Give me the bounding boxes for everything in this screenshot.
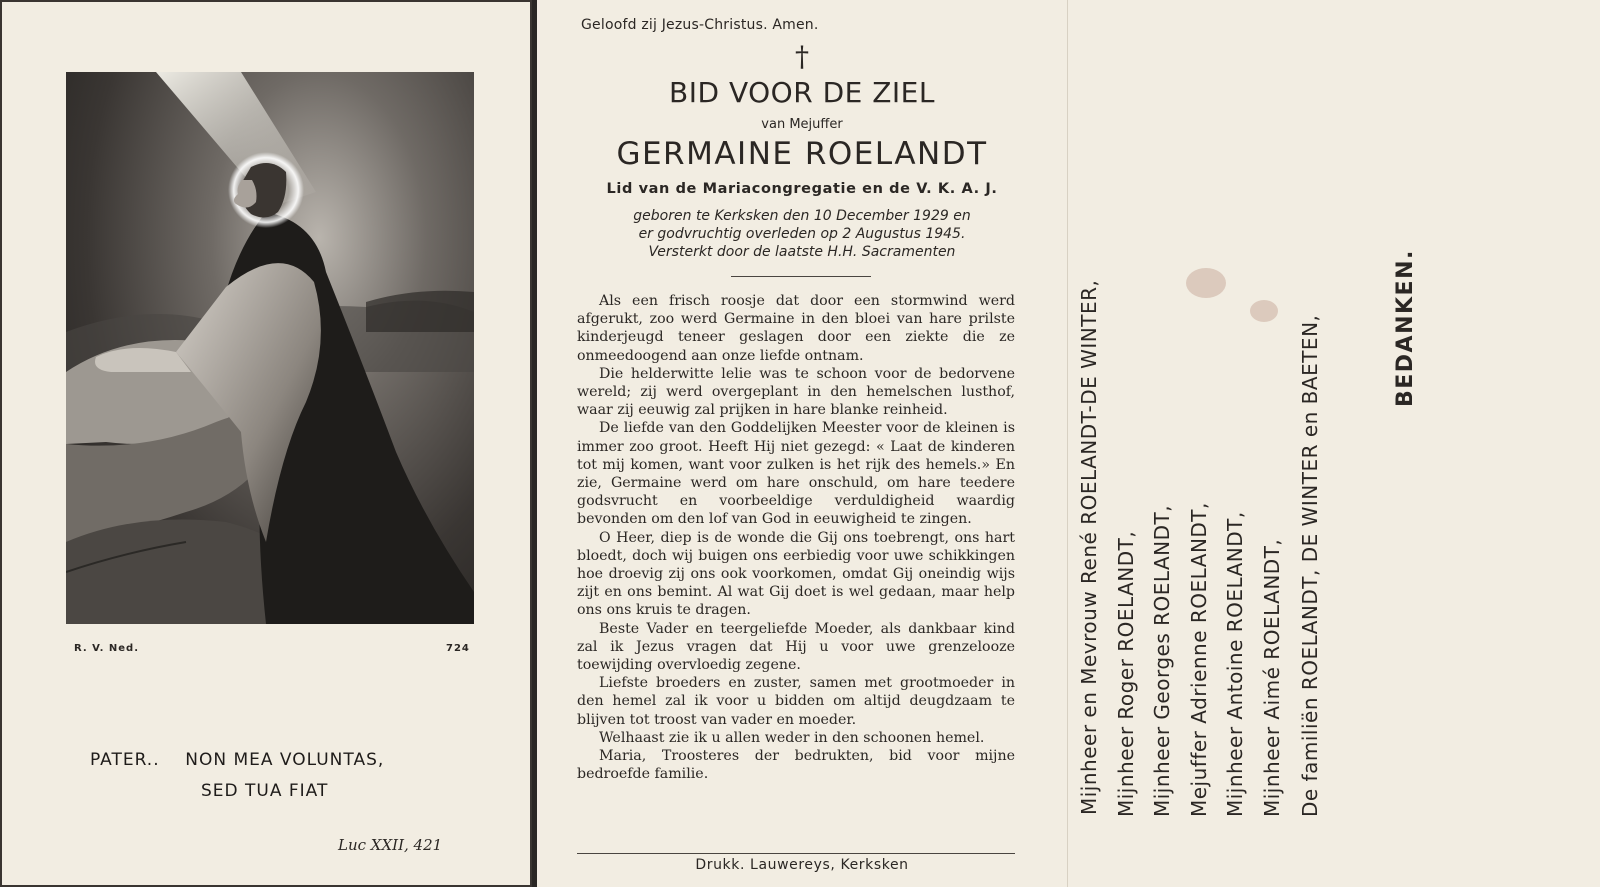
holy-card-front bbox=[0, 0, 532, 887]
thanks-line: Mijnheer Aimé ROELANDT, bbox=[1260, 538, 1284, 817]
paragraph: Liefste broeders en zuster, samen met grootmoeder in den hemel zal ik voor u bidden om altijd deugdzaam te blijven tot troost van vader en moeder. bbox=[577, 675, 1015, 728]
deceased-name: GERMAINE ROELANDT bbox=[616, 136, 988, 172]
thanks-line: Mijnheer Roger ROELANDT, bbox=[1114, 530, 1138, 817]
printer-credit: Drukk. Lauwereys, Kerksken bbox=[695, 857, 909, 873]
sacraments-line: Versterkt door de laatste H.H. Sacramenten bbox=[648, 244, 956, 260]
paragraph: Die helderwitte lelie was te schoon voor de bedorvene wereld; zij werd overgeplant in den hemelschen lusthof, waar zij eeuwig zal prijken in hare blanke reinheid. bbox=[577, 365, 1015, 419]
scripture-citation: Luc XXII, 421 bbox=[338, 836, 443, 854]
christ-praying-illustration bbox=[66, 72, 474, 624]
thanks-line: Mejuffer Adrienne ROELANDT, bbox=[1187, 502, 1211, 817]
birth-line: geboren te Kerksken den 10 December 1929 en bbox=[633, 208, 971, 224]
cross-icon: † bbox=[795, 40, 809, 73]
membership-line: Lid van de Mariacongregatie en de V. K. A. J. bbox=[606, 181, 998, 197]
card-title: BID VOOR DE ZIEL bbox=[669, 76, 935, 109]
closing-thanks: BEDANKEN. bbox=[1393, 249, 1418, 407]
paragraph: O Heer, diep is de wonde die Gij ons toebrengt, ons hart bloedt, doch wij buigen ons eerbiedig voor uwe schikkingen hoe droevig zij ons ook voorkomen, omdat Gij oneindig wijs zijt en ons bemint. Al wat Gij doet is wel gedaan, maar help ons ons kruis te dragen. bbox=[577, 529, 1015, 619]
paragraph: Beste Vader en teergeliefde Moeder, als dankbaar kind zal ik Jezus vragen dat Hij u voor uwe grenzelooze toewijding overvloedig zegene. bbox=[577, 620, 1015, 674]
thanks-line: Mijnheer Georges ROELANDT, bbox=[1150, 504, 1174, 817]
latin-motto-line-1: PATER.. NON MEA VOLUNTAS, bbox=[90, 750, 385, 770]
paper-stain bbox=[1186, 268, 1226, 298]
divider bbox=[577, 853, 1015, 854]
thanks-line: De familiën ROELANDT, DE WINTER en BAETEN, bbox=[1298, 314, 1322, 817]
latin-motto-line-2: SED TUA FIAT bbox=[201, 781, 329, 801]
paragraph: Welhaast zie ik u allen weder in den schoonen hemel. bbox=[599, 729, 985, 746]
memorial-card-text bbox=[537, 0, 1067, 887]
thanks-line: Mijnheer Antoine ROELANDT, bbox=[1223, 511, 1247, 817]
print-number: 724 bbox=[446, 643, 470, 654]
opening-invocation: Geloofd zij Jezus-Christus. Amen. bbox=[581, 17, 819, 33]
thanks-card bbox=[1067, 0, 1600, 887]
paper-stain bbox=[1250, 300, 1278, 322]
paragraph: De liefde van den Goddelijken Meester voor de kleinen is immer zoo groot. Heeft Hij niet gezegd: « Laat de kinderen tot mij komen, want voor zulken is het rijk des hemels.» En zie, Germaine werd om hare onschuld, om hare teedere godsvrucht en voorbeeldige verduldigheid waardig bevonden om den lof van God in eeuwigheid te zingen. bbox=[577, 420, 1015, 528]
paragraph: Maria, Troosteres der bedrukten, bid voor mijne bedroefde familie. bbox=[577, 748, 1015, 783]
paragraph: Als een frisch roosje dat door een stormwind werd afgerukt, zoo werd Germaine in den bloei van hare prilste kinderjeugd teneer geslagen door een ziekte die ze onmeedoogend aan onze liefde ontnam. bbox=[577, 293, 1015, 364]
death-line: er godvruchtig overleden op 2 Augustus 1945. bbox=[638, 226, 966, 242]
divider bbox=[731, 276, 871, 277]
card-subtitle: van Mejuffer bbox=[761, 117, 843, 132]
print-credit: R. V. Ned. bbox=[74, 643, 140, 654]
thanks-line: Mijnheer en Mevrouw René ROELANDT-DE WINTER, bbox=[1077, 279, 1101, 815]
memorial-text bbox=[577, 292, 1015, 783]
devotional-image-christ-praying bbox=[66, 72, 474, 624]
